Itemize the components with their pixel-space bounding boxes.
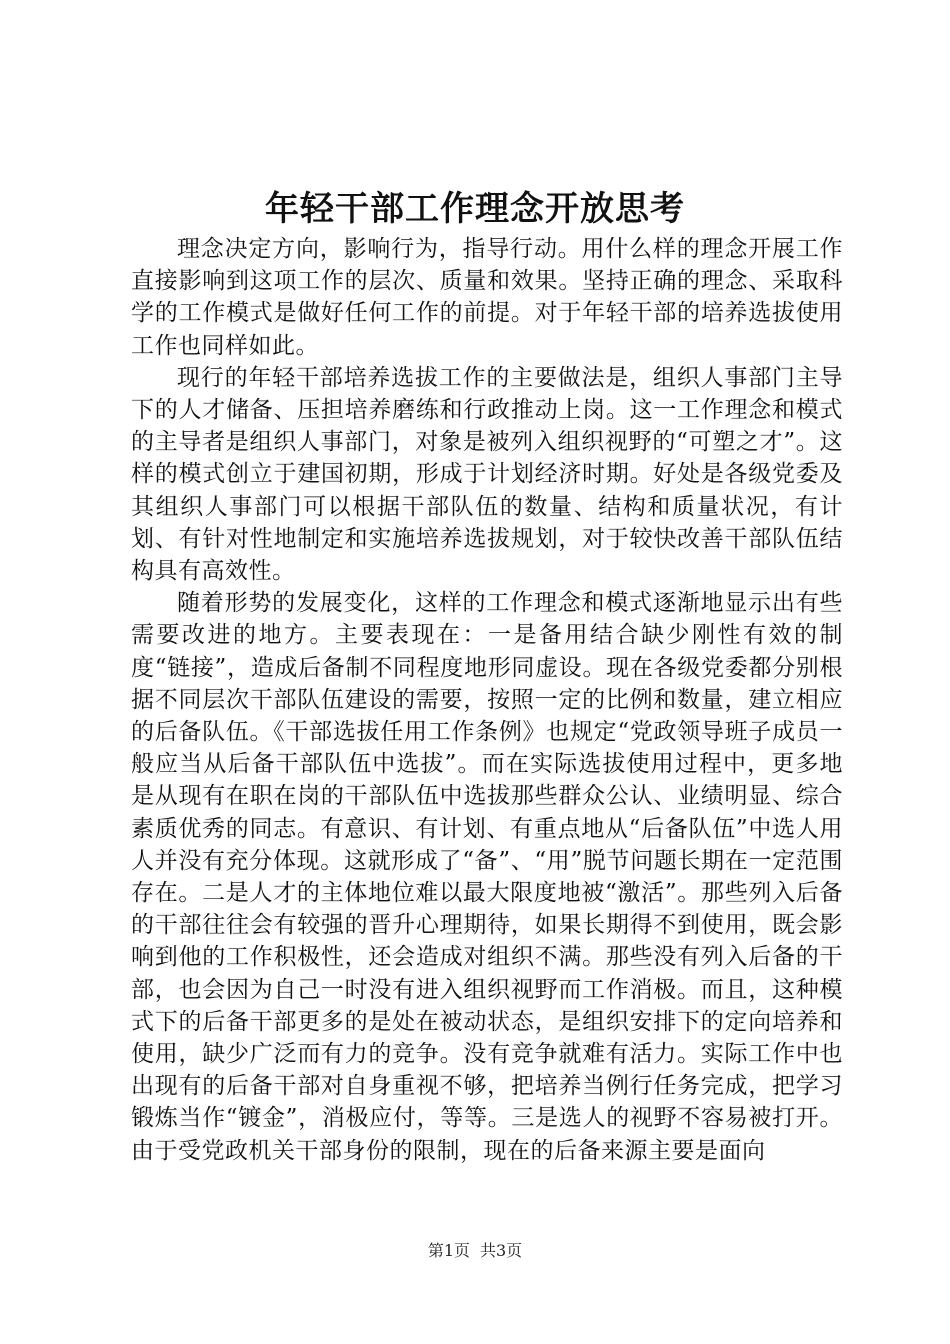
paragraph-3: 随着形势的发展变化，这样的工作理念和模式逐渐地显示出有些需要改进的地方。主要表现在：一是备用结合缺少刚性有效的制度“链接”，造成后备制不同程度地形同虚设。现在各级党委都分别根据不同层次干部队伍建设的需要，按照一定的比例和数量，建立相应的后备队伍。《干部选拔任用工作条例》也规定“党政领导班子成员一般应当从后备干部队伍中选拔”。而在实际选拔使用过程中，更多地是从现有在职在岗的干部队伍中选拔那些群众公认、业绩明显、综合素质优秀的同志。有意识、有计划、有重点地从“后备队伍”中选人用人并没有充分体现。这就形成了“备”、“用”脱节问题长期在一定范围存在。二是人才的主体地位难以最大限度地被“激活”。那些列入后备的干部往往会有较强的晋升心理期待，如果长期得不到使用，既会影响到他的工作积极性，还会造成对组织不满。那些没有列入后备的干部，也会因为自己一时没有进入组织视野而工作消极。而且，这种模式下的后备干部更多的是处在被动状态，是组织安排下的定向培养和使用，缺少广泛而有力的竞争。没有竞争就难有活力。实际工作中也出现有的后备干部对自身重视不够，把培养当例行任务完成，把学习锻炼当作“镀金”，消极应付，等等。三是选人的视野不容易被打开。由于受党政机关干部身份的限制，现在的后备来源主要是面向	[131, 590, 843, 1164]
page-number: 第1页	[427, 1241, 470, 1260]
paragraph-2: 现行的年轻干部培养选拔工作的主要做法是，组织人事部门主导下的人才储备、压担培养磨练和行政推动上岗。这一工作理念和模式的主导者是组织人事部门，对象是被列入组织视野的“可塑之才”。这样的模式创立于建国初期，形成于计划经济时期。好处是各级党委及其组织人事部门可以根据干部队伍的数量、结构和质量状况，有计划、有针对性地制定和实施培养选拔规划，对于较快改善干部队伍结构具有高效性。	[131, 364, 843, 585]
page-footer	[0, 1239, 950, 1263]
page-total: 共3页	[480, 1241, 523, 1260]
document-title: 年轻干部工作理念开放思考	[265, 189, 685, 229]
paragraph-1: 理念决定方向，影响行为，指导行动。用什么样的理念开展工作直接影响到这项工作的层次、质量和效果。坚持正确的理念、采取科学的工作模式是做好任何工作的前提。对于年轻干部的培养选拔使用工作也同样如此。	[131, 236, 843, 359]
document-body	[131, 233, 843, 1167]
